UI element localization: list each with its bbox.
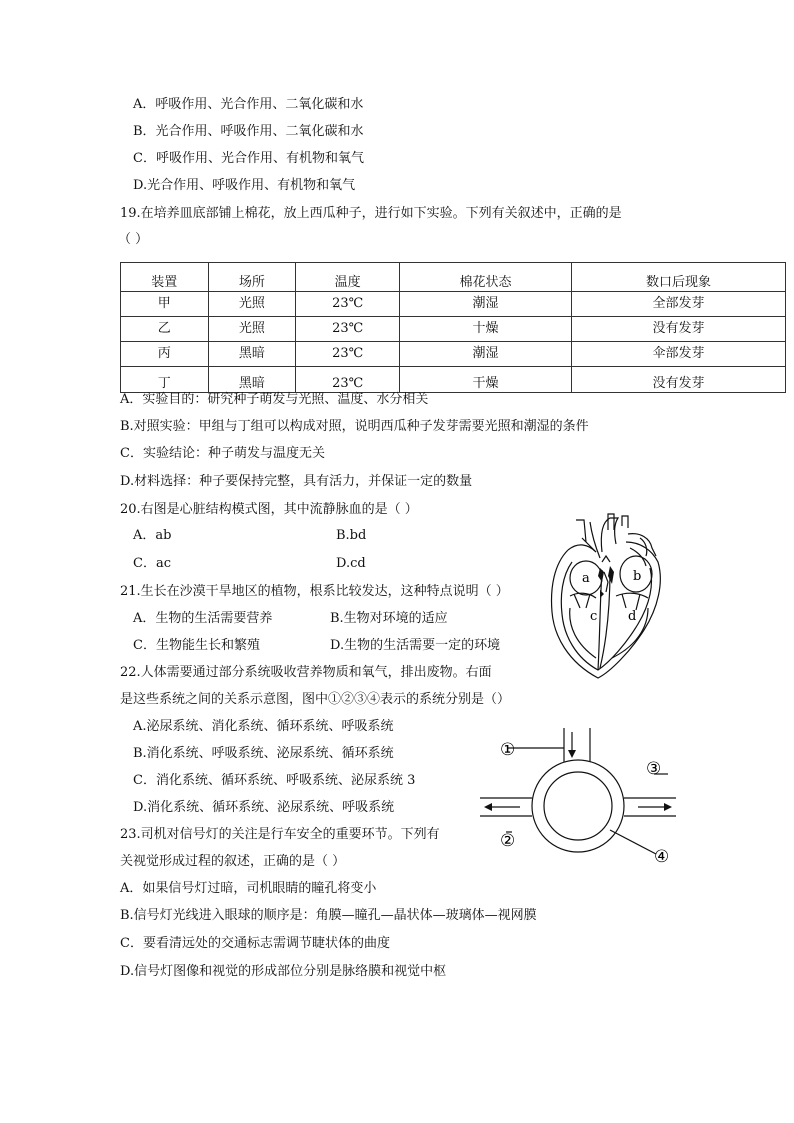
q18-option-c: C．呼吸作用、光合作用、有机物和氧气: [133, 151, 364, 166]
heart-label-a: a: [582, 571, 590, 586]
table-cell: 光照: [208, 317, 296, 342]
table-cell: 23℃: [296, 292, 400, 317]
q21-option-a: A．生物的生活需要营养: [133, 611, 273, 626]
q18-option-a: A．呼吸作用、光合作用、二氧化碳和水: [133, 97, 364, 112]
table-cell: 乙: [121, 317, 209, 342]
q19-option-c: C．实验结论：种子萌发与温度无关: [120, 446, 325, 461]
system-label-1: ①: [500, 740, 516, 760]
q22-option-b: B.消化系统、呼吸系统、泌尿系统、循环系统: [133, 746, 394, 761]
table-row: [121, 317, 786, 342]
table-cell: 没有发芽: [571, 367, 785, 393]
system-label-3: ③: [646, 759, 662, 779]
q20-option-d: D.cd: [336, 556, 366, 571]
q21-stem: 21.生长在沙漠干旱地区的植物，根系比较发达，这种特点说明（ ）: [120, 584, 509, 599]
heart-label-c: c: [590, 609, 598, 624]
system-label-2: ②: [500, 831, 516, 851]
system-label-4: ④: [654, 847, 670, 867]
table-cell: 十燥: [400, 317, 572, 342]
table-cell: 潮湿: [400, 342, 572, 367]
table-cell: 黑暗: [208, 342, 296, 367]
q23-option-a: A．如果信号灯过暗，司机眼睛的瞳孔将变小: [120, 881, 377, 896]
q18-option-b: B．光合作用、呼吸作用、二氧化碳和水: [133, 124, 364, 139]
q23-stem-line1: 23.司机对信号灯的关注是行车安全的重要环节。下列有: [120, 827, 440, 842]
q19-option-a: A．实验目的：研究种子萌发与光照、温度、水分相关: [120, 392, 429, 407]
q20-option-c: C．ac: [133, 556, 171, 571]
q22-option-c: C．消化系统、循环系统、呼吸系统、泌尿系统 3: [133, 773, 416, 788]
table-cell: 全部发芽: [571, 292, 785, 317]
q22-stem-line1: 22.人体需要通过部分系统吸收营养物质和氧气，排出废物。右面: [120, 665, 492, 680]
table-cell: 23℃: [296, 367, 400, 393]
table-row: [121, 292, 786, 317]
table-cell: 伞部发芽: [571, 342, 785, 367]
q19-option-d: D.材料选择：种子要保持完整，具有活力，并保证一定的数量: [120, 474, 473, 489]
q23-option-d: D.信号灯图像和视觉的形成部位分别是脉络膜和视觉中枢: [120, 964, 447, 979]
q21-option-c: C．生物能生长和繁殖: [133, 638, 260, 653]
table-cell: 23℃: [296, 317, 400, 342]
q22-option-a: A.泌尿系统、消化系统、循环系统、呼吸系统: [133, 719, 394, 734]
table-cell: 黑暗: [208, 367, 296, 393]
q19-table: [120, 262, 786, 393]
table-cell: 光照: [208, 292, 296, 317]
q23-stem-line2: 关视觉形成过程的叙述，正确的是（ ）: [120, 854, 346, 869]
table-header-cell: 数口后现象: [571, 263, 785, 292]
table-cell: 甲: [121, 292, 209, 317]
table-cell: 23℃: [296, 342, 400, 367]
q19-paren: （ ）: [118, 232, 149, 247]
table-header-row: [121, 263, 786, 292]
table-cell: 丁: [121, 367, 209, 393]
q19-stem: 19.在培养皿底部铺上棉花，放上西瓜种子，进行如下实验。下列有关叙述中，正确的是: [120, 206, 622, 221]
heart-label-b: b: [633, 569, 642, 584]
table-cell: 丙: [121, 342, 209, 367]
systems-diagram: [478, 728, 693, 868]
q20-stem: 20.右图是心脏结构模式图，其中流静脉血的是（ ）: [120, 502, 418, 517]
q21-option-d: D.生物的生活需要一定的环境: [330, 638, 501, 653]
table-header-cell: 棉花状态: [400, 263, 572, 292]
table-cell: 潮湿: [400, 292, 572, 317]
heart-diagram: [540, 512, 675, 682]
table-header-cell: 装置: [121, 263, 209, 292]
q23-option-c: C．要看清远处的交通标志需调节睫状体的曲度: [120, 936, 390, 951]
table-row: [121, 367, 786, 393]
q20-option-a: A．ab: [133, 528, 172, 543]
table-cell: 没有发芽: [571, 317, 785, 342]
q22-option-d: D.消化系统、循环系统、泌尿系统、呼吸系统: [133, 800, 395, 815]
q20-option-b: B.bd: [336, 528, 367, 543]
table-cell: 干燥: [400, 367, 572, 393]
q18-option-d: D.光合作用、呼吸作用、有机物和氧气: [133, 178, 356, 193]
heart-label-d: d: [628, 609, 637, 624]
q22-stem-line2: 是这些系统之间的关系示意图，图中①②③④表示的系统分别是（）: [120, 692, 511, 707]
table-header-cell: 场所: [208, 263, 296, 292]
q21-option-b: B.生物对环境的适应: [330, 611, 448, 626]
table-row: [121, 342, 786, 367]
q19-option-b: B.对照实验：甲组与丁组可以构成对照，说明西瓜种子发芽需要光照和潮湿的条件: [120, 419, 589, 434]
q23-option-b: B.信号灯光线进入眼球的顺序是：角膜—瞳孔—晶状体—玻璃体—视网膜: [120, 908, 537, 923]
table-header-cell: 温度: [296, 263, 400, 292]
